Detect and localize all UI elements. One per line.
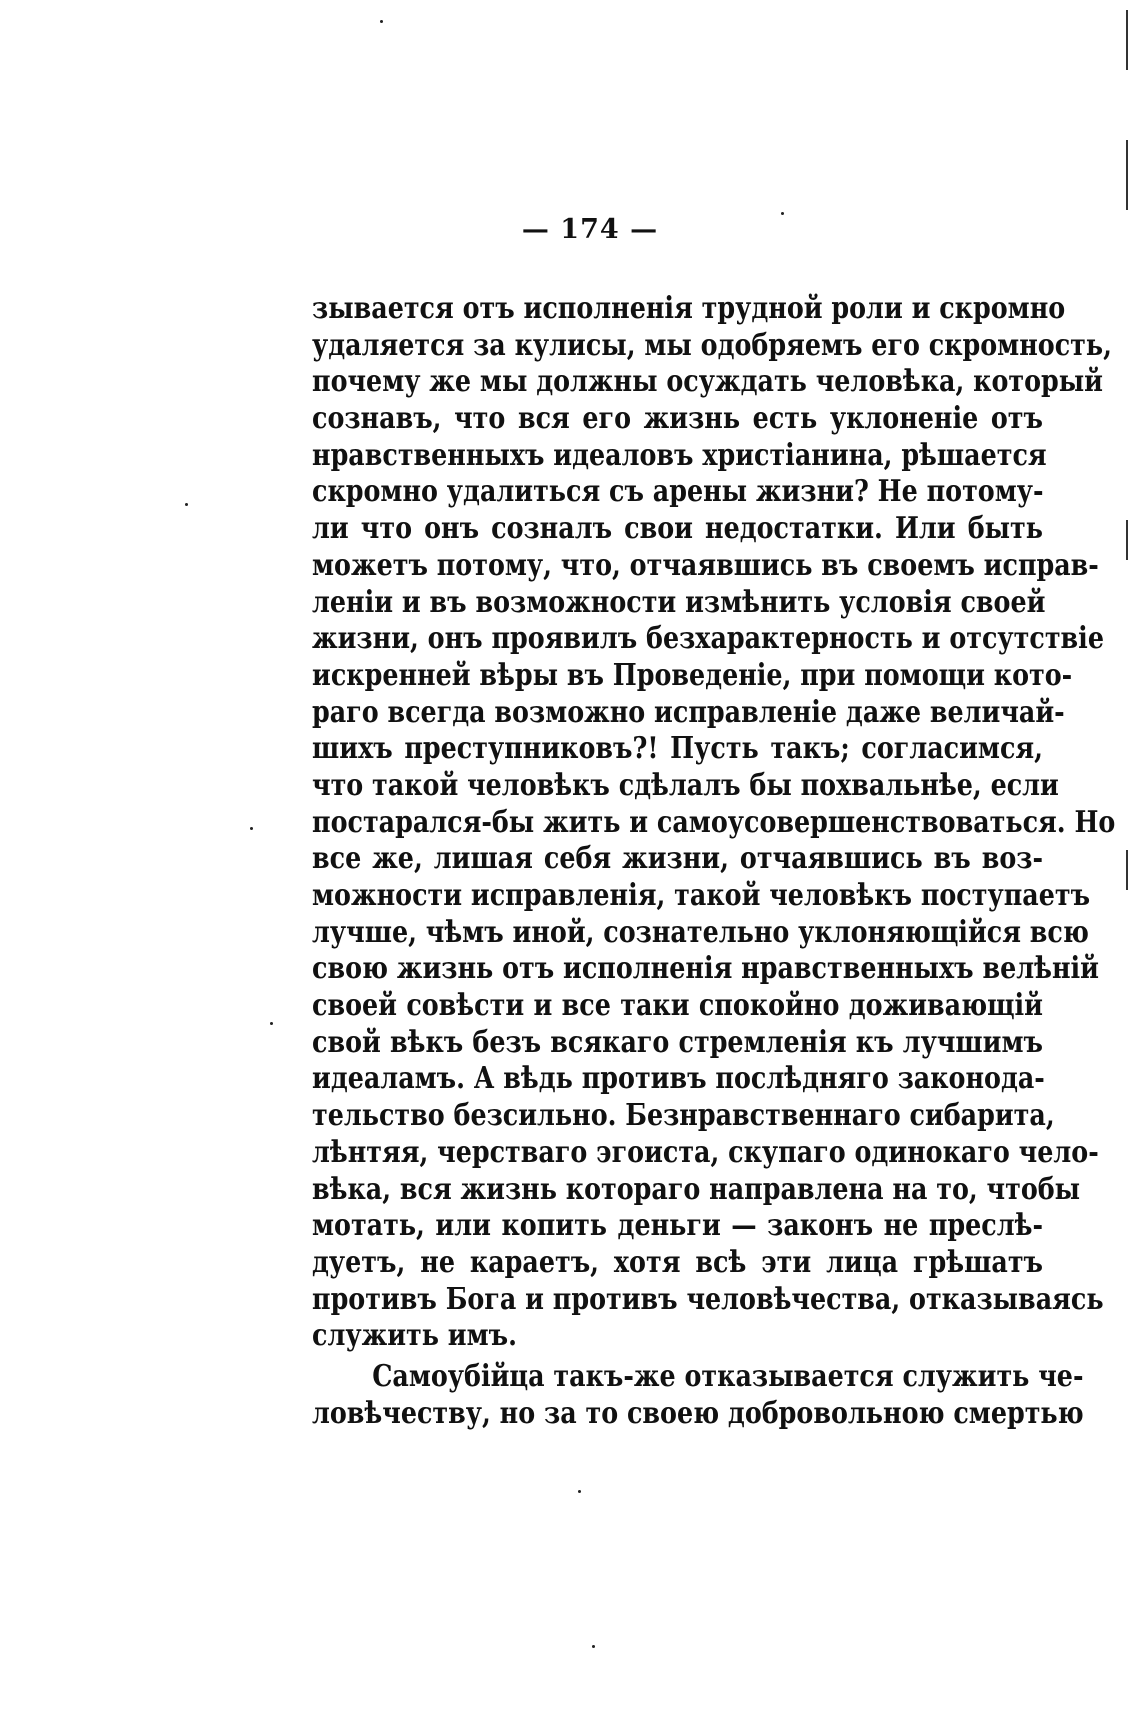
text-line: дуетъ, не караетъ, хотя всѣ эти лица грѣшатъ [312,1243,1043,1279]
text-line: что такой человѣкъ сдѣлалъ бы похвальнѣе, если [312,766,1059,802]
text-line: сознавъ, что вся его жизнь есть уклоненіе отъ [312,400,1043,436]
text-line: леніи и въ возможности измѣнить условія своей [312,583,1046,619]
text-line: нравственныхъ идеаловъ христіанина, рѣшается [312,436,1047,472]
text-line: раго всегда возможно исправленіе даже величай- [312,693,1065,729]
text-line: ли что онъ созналъ свои недостатки. Или быть [312,510,1043,546]
text-line: можности исправленія, такой человѣкъ поступаетъ [312,877,1091,912]
scan-edge-mark [1126,140,1128,210]
text-line: свою жизнь отъ исполненія нравственныхъ велѣній [312,950,1099,986]
text-line: лѣнтяя, черстваго эгоиста, скупаго одинокаго чело- [312,1133,1099,1169]
text-line: Самоубійца такъ-же отказывается служить че- [372,1357,1084,1393]
text-line: жизни, онъ проявилъ безхарактерность и отсутствіе [312,620,1104,656]
scan-speck [592,1645,595,1648]
text-line: служить имъ. [312,1317,517,1353]
text-line: зывается отъ исполненія трудной роли и скромно [312,290,1066,325]
scan-speck [781,212,784,215]
text-line: мотать, или копить деньги — законъ не преслѣ- [312,1207,1043,1243]
text-line: все же, лишая себя жизни, отчаявшись въ воз- [312,840,1043,876]
text-line: постарался-бы жить и самоусовершенствоваться. Но [312,803,1116,839]
body-text [312,290,1116,1431]
scan-speck [185,503,188,506]
text-line: почему же мы должны осуждать человѣка, который [312,363,1104,399]
scan-speck [578,1490,581,1493]
text-line: ловѣчеству, но за то своею добровольною смертью [312,1394,1084,1430]
scan-edge-mark [1126,10,1128,70]
scan-edge-mark [1126,850,1128,890]
text-line: противъ Бога и противъ человѣчества, отказываясь [312,1280,1104,1316]
scan-speck [380,20,383,23]
text-line: удаляется за кулисы, мы одобряемъ его скромность, [312,326,1112,362]
paragraph [312,1357,1084,1431]
text-line: идеаламъ. А вѣдь противъ послѣдняго законода- [312,1060,1045,1096]
scan-edge-mark [1126,520,1128,560]
scan-speck [250,827,253,830]
scan-speck [270,1022,273,1025]
text-line: искренней вѣры въ Проведеніе, при помощи кото- [312,656,1073,692]
text-line: скромно удалиться съ арены жизни? Не потому- [312,473,1044,509]
text-line: своей совѣсти и все таки спокойно доживающій [312,987,1043,1023]
text-line: лучше, чѣмъ иной, сознательно уклоняющійся всю [312,913,1089,949]
text-line: свой вѣкъ безъ всякаго стремленія къ лучшимъ [312,1023,1043,1059]
text-line: тельство безсильно. Безнравственнаго сибарита, [312,1097,1055,1133]
text-line: вѣка, вся жизнь котораго направлена на то, чтобы [312,1170,1081,1206]
page-number: — 174 — [521,214,659,245]
paragraph [312,290,1116,1354]
text-line: можетъ потому, что, отчаявшись въ своемъ исправ- [312,546,1099,582]
text-line: шихъ преступниковъ?! Пусть такъ; согласимся, [312,730,1043,766]
